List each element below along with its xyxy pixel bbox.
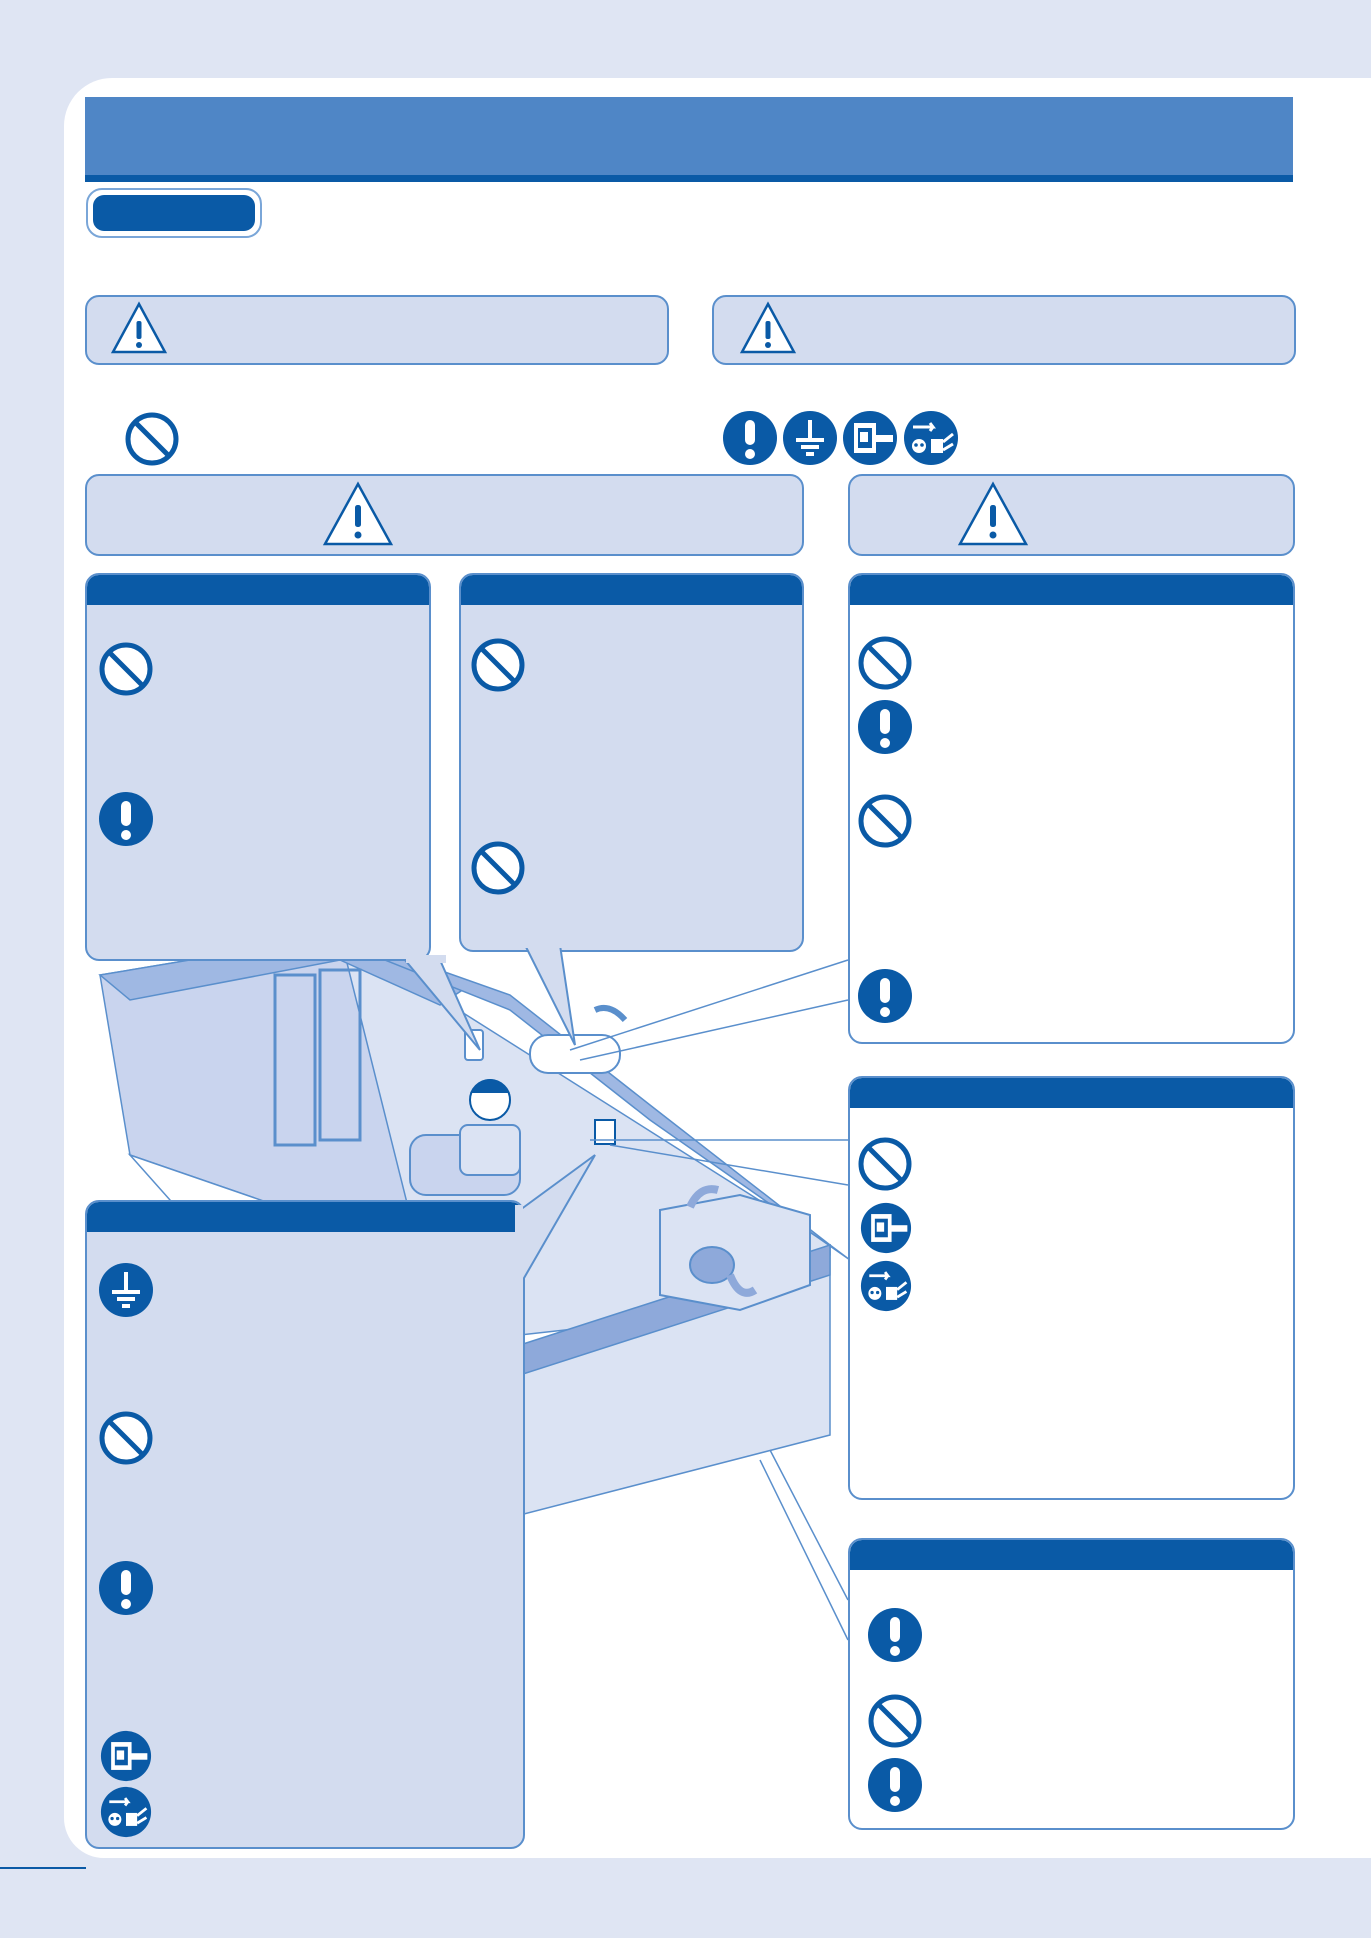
prohibited-icon xyxy=(857,1136,913,1192)
exclamation-icon xyxy=(867,1607,923,1663)
prohibited-icon xyxy=(98,641,154,697)
callout-pointer xyxy=(505,940,585,1050)
panel-caution-indoor xyxy=(848,573,1295,1044)
ground-icon xyxy=(98,1262,154,1318)
exclamation-icon xyxy=(857,699,913,755)
panel-caution-power xyxy=(848,1076,1295,1500)
prohibited-icon xyxy=(470,637,526,693)
remove-plug-icon xyxy=(100,1786,152,1838)
exclamation-icon xyxy=(867,1757,923,1813)
prohibited-icon xyxy=(867,1693,923,1749)
prohibited-icon xyxy=(470,840,526,896)
prohibited-icon xyxy=(857,793,913,849)
prohibited-icon xyxy=(98,1410,154,1466)
callout-pointer xyxy=(515,1150,605,1290)
exclamation-icon xyxy=(98,791,154,847)
unplug-icon xyxy=(860,1202,912,1254)
unplug-icon xyxy=(100,1730,152,1782)
callout-pointer xyxy=(400,940,490,1055)
panel-remote-control xyxy=(85,573,431,961)
page-bottom-rule xyxy=(0,1867,86,1869)
remove-plug-icon xyxy=(860,1260,912,1312)
prohibited-icon xyxy=(857,635,913,691)
exclamation-icon xyxy=(857,968,913,1024)
exclamation-icon xyxy=(98,1560,154,1616)
